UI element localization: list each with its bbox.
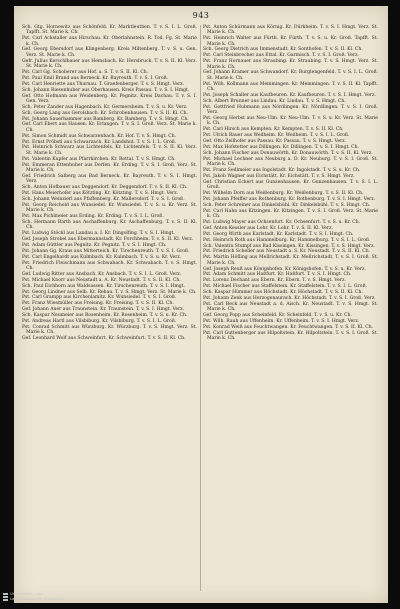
register-entry: Pst. Lorenz Dechant aus Ebern. Kr. Ebern. T. v. S. Hmgt. Verz. xyxy=(203,278,346,284)
library-logo-text xyxy=(10,592,64,601)
register-entry: Sch. Hermann Barth aus Aschaffenburg. Kr. Aschaffenburg. T. v. S. II. Kl. Ch. xyxy=(22,219,197,231)
register-entry: Pst. Jakob Wagner aus Eichstätt. Kr. Eichstätt. T. v. S. Hmgt. Verz. xyxy=(203,173,355,179)
register-entry: Pst. Ludwig Stöckl aus Landau a. I. Kr. Dingolfing. T. v. S. I. Hmgt. xyxy=(22,231,175,237)
column-divider xyxy=(200,25,201,591)
register-entry: Pst. Max Pichlmeier aus Erding. Kr. Erding. T. v. S. I. L. Groß. xyxy=(22,213,164,219)
register-entry: Pst. Wilhelm Dorn aus Weißenburg. Kr. Weißenburg. T. v. S. II. Kl. Ch. xyxy=(203,190,364,196)
register-entry: Pst. Georg Reichold aus Wunsiedel. Kr. Wunsiedel. T. v. S. u. Kr. Verz. St. Marie k. Ch. xyxy=(22,202,197,214)
register-entry: Pst. Michael Fischer aus Staffelstein. Kr. Staffelstein. T. v. S. I. L. Groß. xyxy=(203,284,367,290)
register-entry: Pst. Carl Guttenberger aus Hilpoltstein. Kr. Hilpoltstein. T. v. S. I. Groß. St. Marie k. Ch. xyxy=(203,330,378,342)
register-entry: Pst. Simon Schmidt aus Schwarzenbach. Kr. Hof. T. v. S. Hmgt. Ch. xyxy=(22,133,177,139)
register-entry: Gef. Johann Kramer aus Schwandorf. Kr. Burglengenfeld. T. v. S. I. L. Groß. St. Marie k. Ch. xyxy=(203,70,378,81)
register-entry: Pst. Friedrich Fleischmann aus Schwabach. Kr. Schwabach. T. v. S. Hmgt. Ch. xyxy=(22,260,197,271)
register-entry: Pst. Franz Hornauer aus Straubing. Kr. Straubing. T. v. S. Hmgt. Verz. St. Marie k. Ch. xyxy=(203,59,378,70)
register-entry: Pst. Heinrich Roth aus Hammelburg. Kr. Hammelburg. T. v. S. I. L. Groß. xyxy=(203,237,371,243)
register-entry: Pst. Carl Hahn aus Kitzingen. Kr. Kitzingen. T. v. S. I. Groß. Verz. St. Marie k. Ch. xyxy=(203,208,378,219)
register-entry: Pst. Ulrich Bauer aus Weilheim. Kr. Weilheim. T. v. S. I. L. Groß. xyxy=(203,133,350,139)
register-entry: Pst. Konrad Weiß aus Feuchtwangen. Kr. Feuchtwangen. T. v. S. II. Kl. Ch. xyxy=(203,325,374,330)
register-entry: Pst. Franz Sedlmeier aus Ingolstadt. Kr. Ingolstadt. T. v. S. u. Kr. Ch. xyxy=(203,167,361,173)
register-entry: Pst. Max Hofstetter aus Dillingen. Kr. Dillingen. T. v. S. I. Hmgt. Ch. xyxy=(203,144,360,150)
document-page xyxy=(14,6,388,603)
right-column xyxy=(203,25,378,342)
register-entry: Pst. Carl Hirsch aus Kempten. Kr. Kempten. T. v. S. II. Kl. Ch. xyxy=(203,127,344,133)
register-entry: Pst. Hans Meierhofer aus Kötzting. Kr. Kötzting. T. v. S. Hmgt. Verz. xyxy=(22,190,179,196)
register-entry: Pst. Emmeran Ettenhuber aus Dorfen. Kr. Erding. T. v. S. I. Groß. Verz. St. Marie k. Ch. xyxy=(22,162,197,173)
register-entry: Pst. Franz Wiesmüller aus Freising. Kr. Freising. T. v. S. II. Kl. Ch. xyxy=(22,301,174,307)
register-entry: Gefr. Julius Kerschlbauer aus Hemsbach. Kr. Hersbruck. T. v. S. II. Kl. Verz. St. Marie k. Ch. xyxy=(22,58,197,69)
register-entry: Pst. Georg Herbst aus Neu-Ulm. Kr. Neu-Ulm. T. v. S. u. Kr. Verz. St. Marie k. Ch. xyxy=(203,115,378,127)
register-entry: Pst. Michael Lechner aus Neuburg a. D. Kr. Neuburg. T. v. S. I. Groß. St. Marie k. Ch. xyxy=(203,156,378,167)
register-entry: Sch. Albert Brunner aus Lindau. Kr. Lindau. T. v. S. Hmgt. Ch. xyxy=(203,98,346,104)
library-logo-icon xyxy=(3,593,8,601)
left-column xyxy=(22,25,197,342)
register-entry: Sch. Johann Fischer aus Donauwörth. Kr. Donauwörth. T. v. S. II. Kl. Verz. xyxy=(203,150,373,156)
register-entry: Pst. Carl Steinbrecher aus Ettal. Kr. Garmisch. T. v. S. I. Groß. Verz. xyxy=(203,53,359,59)
page-number: 943 xyxy=(192,11,210,20)
register-entry: Sch. Valentin Stumpf aus Bad Kissingen. Kr. Kissingen. T. v. S. Hmgt. Verz. xyxy=(203,243,375,249)
register-entry: Sch. Georg Lang aus Gerolsbach. Kr. Schrobenhausen. T. v. S. II. Kl. Ch. xyxy=(22,110,189,116)
register-entry: Pst. Carl Henriette aus Thurnau. T. Graefenberger. T. v. S. Hmgt. Verz. xyxy=(22,81,185,87)
register-entry: Pst. Martin Höfling aus Mellrichstadt. Kr. Mellrichstadt. T. v. S. I. Groß. St. Marie k. Ch. xyxy=(203,255,378,266)
register-entry: Sch. Kaspar Neumeier aus Rosenheim. Kr. Rosenheim. T. v. S. u. Kr. Ch. xyxy=(22,313,188,319)
register-entry: Gef. Johann Auer aus Traunstein. Kr. Traunstein. T. v. S. I. Hmgt. Verz. xyxy=(22,307,185,313)
register-entry: Pst. Conrad Schmitt aus Würzburg. Kr. Würzburg. T. v. S. Hmgt. Verz. St. Marie k. Ch. xyxy=(22,325,197,336)
register-entry: Sch. Georg Dietrich aus Immenstadt. Kr. Sonthofen. T. v. S. II. Kl. Ch. xyxy=(203,47,363,53)
register-entry: Sch. Johann Weinzierl aus Pfaffenberg. Kr. Mallersdorf. T. v. S. I. Groß. xyxy=(22,196,185,202)
register-entry: Gef. Christian Eckert aus Gunzenhausen. Kr. Gunzenhausen. T. v. S. I. L. Groß. xyxy=(203,179,378,191)
register-entry: Pst. Carl Beck aus Neustadt a. d. Aisch. Kr. Neustadt. T. v. S. Hmgt. St. Marie k. Ch. xyxy=(203,301,378,313)
register-entry: Pst. Carl Grampp aus Kirchenlamitz. Kr. Wunsiedel. T. v. S. I. Groß. xyxy=(22,295,177,301)
register-entry: Gef. Ludwig Ritter aus Ansbach. Kr. Ansbach. T. v. S. I. L. Groß. Verz. xyxy=(22,271,182,277)
register-entry: Gef. Georg Popp aus Scheinfeld. Kr. Scheinfeld. T. v. S. u. Kr. Ch. xyxy=(203,313,352,319)
register-entry: Pst. Michael Knorr aus Neustadt a. A. Kr. Neustadt. T. v. S. II. Kl. Ch. xyxy=(22,277,181,283)
register-entry: Pst. Wilh. Kollmann aus Memmingen. Kr. Memmingen. T. v. S. II. Kl. Tapfft. Ch. xyxy=(203,81,378,92)
register-entry: Pst. Georg Wirth aus Karlstadt. Kr. Karlstadt. T. v. S. I. Hmgt. Ch. xyxy=(203,231,354,237)
library-logo-line-2: Landesbibliothek Düsseldorf xyxy=(10,595,64,601)
register-entry: Pst. Carl Engelhardt aus Kulmbach. Kr. Kulmbach. T. v. S. u. Kr. Verz. xyxy=(22,254,182,260)
register-entry: Sch. Peter Zander aus Hagenbach. Kr. Germersheim. T. v. S. u. Kr. Verz. xyxy=(22,104,188,110)
register-entry: Sch. Anton Hofbauer aus Deggendorf. Kr. Deggendorf. T. v. S. II. Kl. Ch. xyxy=(22,185,188,191)
library-logo-line-1: Universitäts- und xyxy=(10,591,43,597)
register-entry: Pst. Ernst Pröbstl aus Schwarzach. Kr. Landshut. T. v. S. I. L. Groß. xyxy=(22,139,177,145)
register-entry: Gef. Leonhard Wolf aus Schweinfurt. Kr. Schweinfurt. T. v. S. II. Kl. Ch. xyxy=(22,336,186,342)
register-entry: Sch. Peter Schreiner aus Dinkelsbühl. Kr. Dinkelsbühl. T. v. S. Hmgt. Ch. xyxy=(203,202,371,208)
register-entry: Pst. Adam Schmitt aus Haßfurt. Kr. Haßfurt. T. v. S. I. Hmgt. Ch. xyxy=(203,272,352,278)
register-entry: Gef. Georg Ebersdorf aus Klingenberg. Kreis Miltenberg. T. v. S. u. Gen. Verz. St. Marie k. Ch. xyxy=(22,47,197,58)
register-entry: Pst. Carl Ackstaller aus Hirschau. Kr. Oberlahnstein. R. Tod. Fg. St. Marie k. Ch. xyxy=(22,36,197,47)
register-entry: Pst. Heinrich Walter aus Fürth. Kr. Fürth. T. v. S. u. Kr. Groß. Tapfft. St. Marie k. Ch. xyxy=(203,36,378,47)
register-entry: Pst. Johann Zenk aus Herzogenaurach. Kr. Höchstadt. T. v. S. I. Groß. Verz. xyxy=(203,296,376,302)
register-entry: Gef. Joseph Strobel aus Ebermannstadt. Kr. Forchheim. T. v. S. II. Kl. Verz. xyxy=(22,237,194,242)
register-entry: Sch. Paul Eichhorn aus Waldsassen. Kr. Tirschenreuth. T. v. S. I. Hmgt. xyxy=(22,283,185,289)
register-entry: Gef. Otto Zeilhofer aus Passau. Kr. Passau. T. v. S. Hmgt. Verz. xyxy=(203,138,347,144)
register-entry: Gef. Carl Ebert aus Hausen. Kr. Erlangen. T. v. S. I. Groß. Verz. St. Marie k. Ch. xyxy=(22,122,197,133)
register-entry: Pst. Anton Schürmann aus Körnig. Kr. Dürkheim. T. v. S. I. Hmgt. Verz. St. Marie k. Ch. xyxy=(203,25,378,36)
register-entry: Pst. Andreas Hartl aus Vilsbiburg. Kr. Vilsbiburg. T. v. S. I. L. Groß. xyxy=(22,319,177,325)
register-entry: Pst. Gottfried Hubmann aus Nördlingen. Kr. Nördlingen. T. v. S. I. Groß. Verz. xyxy=(203,104,378,116)
register-entry: Pst. Ludwig Mayer aus Ochsenfurt. Kr. Ochsenfurt. T. v. S. u. Kr. Ch. xyxy=(203,219,361,225)
register-entry: Pst. Georg Lindner aus Selb. Kr. Rehau. T. v. S. Hmgt. Verz. St. Marie k. Ch. xyxy=(22,289,197,295)
register-entry: Pst. Johann Sauerhammer aus Bamberg. Kr. Bamberg. T. v. S. Hmgt. Ch. xyxy=(22,116,189,122)
register-entry: Pst. Johann Pfeiffer aus Rothenburg. Kr. Rothenburg. T. v. S. I. Hmgt. Verz. xyxy=(203,196,376,202)
register-entry: Pst. Adam Güttler aus Pegnitz. Kr. Pegnitz. T. v. S. I. Hmgt. Ch. xyxy=(22,242,167,248)
register-entry: Gef. Friedrich Salberg aus Bad Berneck. Kr. Bayreuth. T. v. S. I. Hmgt. Verz. xyxy=(22,173,197,185)
register-entry: Pst. Friedrich Scheller aus Neustadt a. S. Kr. Neustadt. T. v. S. II. Kl. Ch. xyxy=(203,249,371,255)
register-entry: Gef. Otto Hofmann aus Weidenberg. Kr. Pegnitz. Kreis Dachau. T. v. S. I. Gen. Verz. xyxy=(22,93,197,104)
register-entry: Sch. Gtg. Hornewitz aus Schönfeld. Kr. Marktleuthen. T. v. S. I. L. Groß. Tapfft. St. Marie k. Ch. xyxy=(22,25,197,36)
register-entry: Pst. Paul Emil Brand aus Berneck. Kr. Bayreuth. T. v. S. I. Groß. xyxy=(22,75,169,81)
library-logo xyxy=(3,592,64,601)
register-entry: Pst. Joseph Schaller aus Kaufbeuren. Kr. Kaufbeuren. T. v. S. I. Hmgt. Verz. xyxy=(203,92,376,98)
register-entry: Sch. Kaspar Hümmer aus Höchstadt. Kr. Höchstadt. T. v. S. II. Kl. Ch. xyxy=(203,290,363,296)
register-entry: Pst. Valentin Kupfer aus Pfarrkirchen. Kr. Rottal. T. v. S. Hmgt. Ch. xyxy=(22,156,176,162)
register-entry: Pst. Johann Gg. Kraus aus Mitterteich. Kr. Tirschenreuth. T. v. S. I. Groß. xyxy=(22,248,190,254)
register-entry: Pst. Wilh. Rauh aus Uffenheim. Kr. Uffenheim. T. v. S. I. Hmgt. Verz. xyxy=(203,319,360,325)
register-entry: Pst. Heinrich Schwarz aus Lichtenfels. Kr. Lichtenfels. T. v. S. II. Kl. Verz. St. Marie k. Ch. xyxy=(22,145,197,156)
register-entry: Sch. Johann Riesenhuber aus Oberhausen. Kreis Passau. T. v. S. I. Hmgt. xyxy=(22,87,190,93)
register-entry: Gef. Anton Kessler aus Lohr. Kr. Lohr. T. v. S. II. Kl. Verz. xyxy=(203,225,333,231)
register-entry: Gef. Joseph Reuß aus Königshofen. Kr. Königshofen. T. v. S. u. Kr. Verz. xyxy=(203,266,366,272)
register-entry: Pst. Carl Gg. Schoberer aus Hof. a. S. T. v. S. II. Kl. Ch. xyxy=(22,69,149,75)
